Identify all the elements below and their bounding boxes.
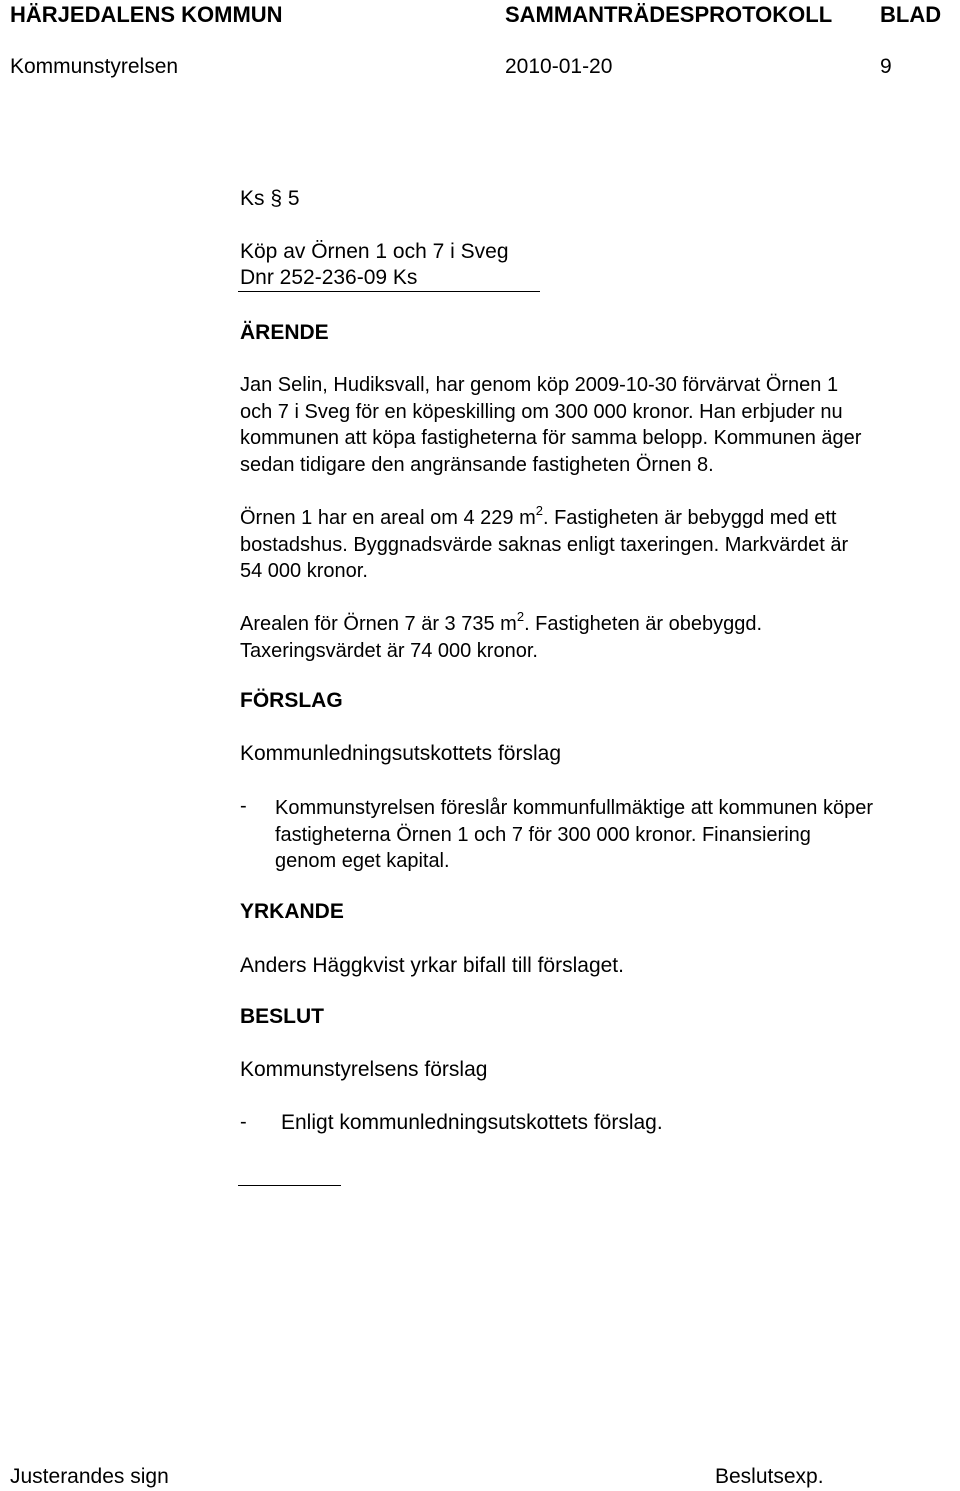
text-line: kommunen att köpa fastigheterna för samma belopp. Kommunen äger	[240, 427, 862, 449]
beslut-subheading: Kommunstyrelsens förslag	[240, 1058, 488, 1081]
committee-name: Kommunstyrelsen	[10, 55, 179, 78]
end-rule	[238, 1185, 341, 1186]
diary-number: Dnr 252-236-09 Ks	[240, 266, 418, 289]
superscript: 2	[535, 503, 543, 518]
signature-label: Justerandes sign	[10, 1465, 169, 1488]
yrkande-heading: YRKANDE	[240, 900, 344, 923]
text-line	[240, 611, 762, 638]
text-segment: Arealen för Örnen 7 är 3 735 m	[240, 613, 517, 635]
text-line: och 7 i Sveg för en köpeskilling om 300 000 kronor. Han erbjuder nu	[240, 400, 843, 423]
text-segment: . Fastigheten är bebyggd med ett	[542, 507, 837, 529]
arende-paragraph-3	[240, 611, 762, 664]
text-line: 54 000 kronor.	[240, 560, 368, 582]
section-number: Ks § 5	[240, 187, 300, 210]
document-type: SAMMANTRÄDESPROTOKOLL	[505, 2, 833, 27]
arende-paragraph-1	[240, 372, 861, 478]
text-line: sedan tidigare den angränsande fastigheten Örnen 8.	[240, 453, 714, 476]
text-line	[240, 505, 848, 532]
beslut-heading: BESLUT	[240, 1005, 324, 1028]
forslag-subheading: Kommunledningsutskottets förslag	[240, 742, 561, 765]
text-line: Jan Selin, Hudiksvall, har genom köp 2009-10-30 förvärvat Örnen 1	[240, 374, 839, 396]
title-underline	[238, 291, 540, 292]
org-name: HÄRJEDALENS KOMMUN	[10, 2, 283, 27]
superscript: 2	[516, 609, 525, 624]
section-title: Köp av Örnen 1 och 7 i Sveg	[240, 240, 509, 263]
meeting-date: 2010-01-20	[505, 55, 613, 78]
text-line: genom eget kapital.	[275, 850, 450, 872]
blad-label: BLAD	[880, 2, 942, 27]
text-line: fastigheterna Örnen 1 och 7 för 300 000 kronor. Finansiering	[275, 823, 811, 846]
text-line: bostadshus. Byggnadsvärde saknas enligt taxeringen. Markvärdet är	[240, 533, 849, 556]
arende-paragraph-2	[240, 505, 848, 585]
beslutsexp-label: Beslutsexp.	[715, 1465, 824, 1488]
beslut-bullet-text: Enligt kommunledningsutskottets förslag.	[281, 1111, 663, 1134]
bullet-dash: -	[240, 1111, 247, 1133]
page-number: 9	[880, 55, 892, 78]
forslag-heading: FÖRSLAG	[240, 689, 343, 712]
yrkande-text: Anders Häggkvist yrkar bifall till förslaget.	[240, 954, 624, 977]
text-line: Taxeringsvärdet är 74 000 kronor.	[240, 639, 538, 662]
bullet-dash: -	[240, 795, 247, 817]
arende-heading: ÄRENDE	[240, 321, 329, 344]
forslag-bullet-text	[275, 795, 873, 875]
text-segment: . Fastigheten är obebyggd.	[524, 613, 763, 635]
text-segment: Örnen 1 har en areal om 4 229 m	[240, 507, 536, 529]
text-line: Kommunstyrelsen föreslår kommunfullmäktige att kommunen köper	[275, 797, 874, 819]
